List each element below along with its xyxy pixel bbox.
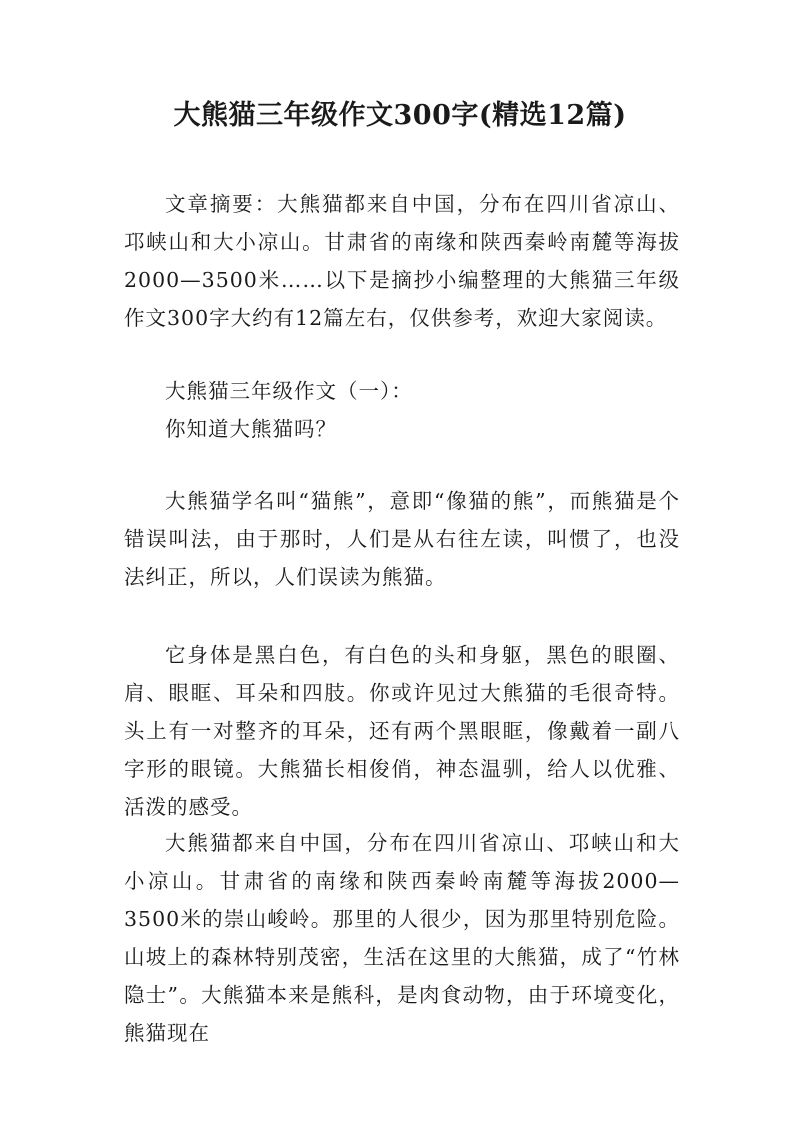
paragraph-3: 大熊猫都来自中国，分布在四川省凉山、邛峡山和大小凉山。甘肃省的南缘和陕西秦岭南麓等海拔2000—3500米的崇山峻岭。那里的人很少，因为那里特别危险。山坡上的森林特别茂密，生活在这里的大熊猫，成了“竹林隐士”。大熊猫本来是熊科，是肉食动物，由于环境变化，熊猫现在: [124, 831, 680, 1045]
paragraph-2: 它身体是黑白色，有白色的头和身躯，黑色的眼圈、肩、眼眶、耳朵和四肢。你或许见过大熊猫的毛很奇特。头上有一对整齐的耳朵，还有两个黑眼眶，像戴着一副八字形的眼镜。大熊猫长相俊俏，神态温驯，给人以优雅、活泼的感受。: [124, 643, 680, 819]
section-subtitle: 你知道大熊猫吗？: [165, 417, 337, 441]
paragraph-1: 大熊猫学名叫“猫熊”，意即“像猫的熊”，而熊猫是个错误叫法，由于那时，人们是从右往左读，叫惯了，也没法纠正，所以，人们误读为熊猫。: [124, 489, 680, 589]
document-title: 大熊猫三年级作文300字(精选12篇): [173, 100, 627, 131]
article-summary: 文章摘要：大熊猫都来自中国，分布在四川省凉山、邛峡山和大小凉山。甘肃省的南缘和陕西秦岭南麓等海拔2000—3500米……以下是摘抄小编整理的大熊猫三年级作文300字大约有12篇左右，仅供参考，欢迎大家阅读。: [124, 192, 680, 330]
section-heading: 大熊猫三年级作文（一）：: [165, 379, 413, 403]
